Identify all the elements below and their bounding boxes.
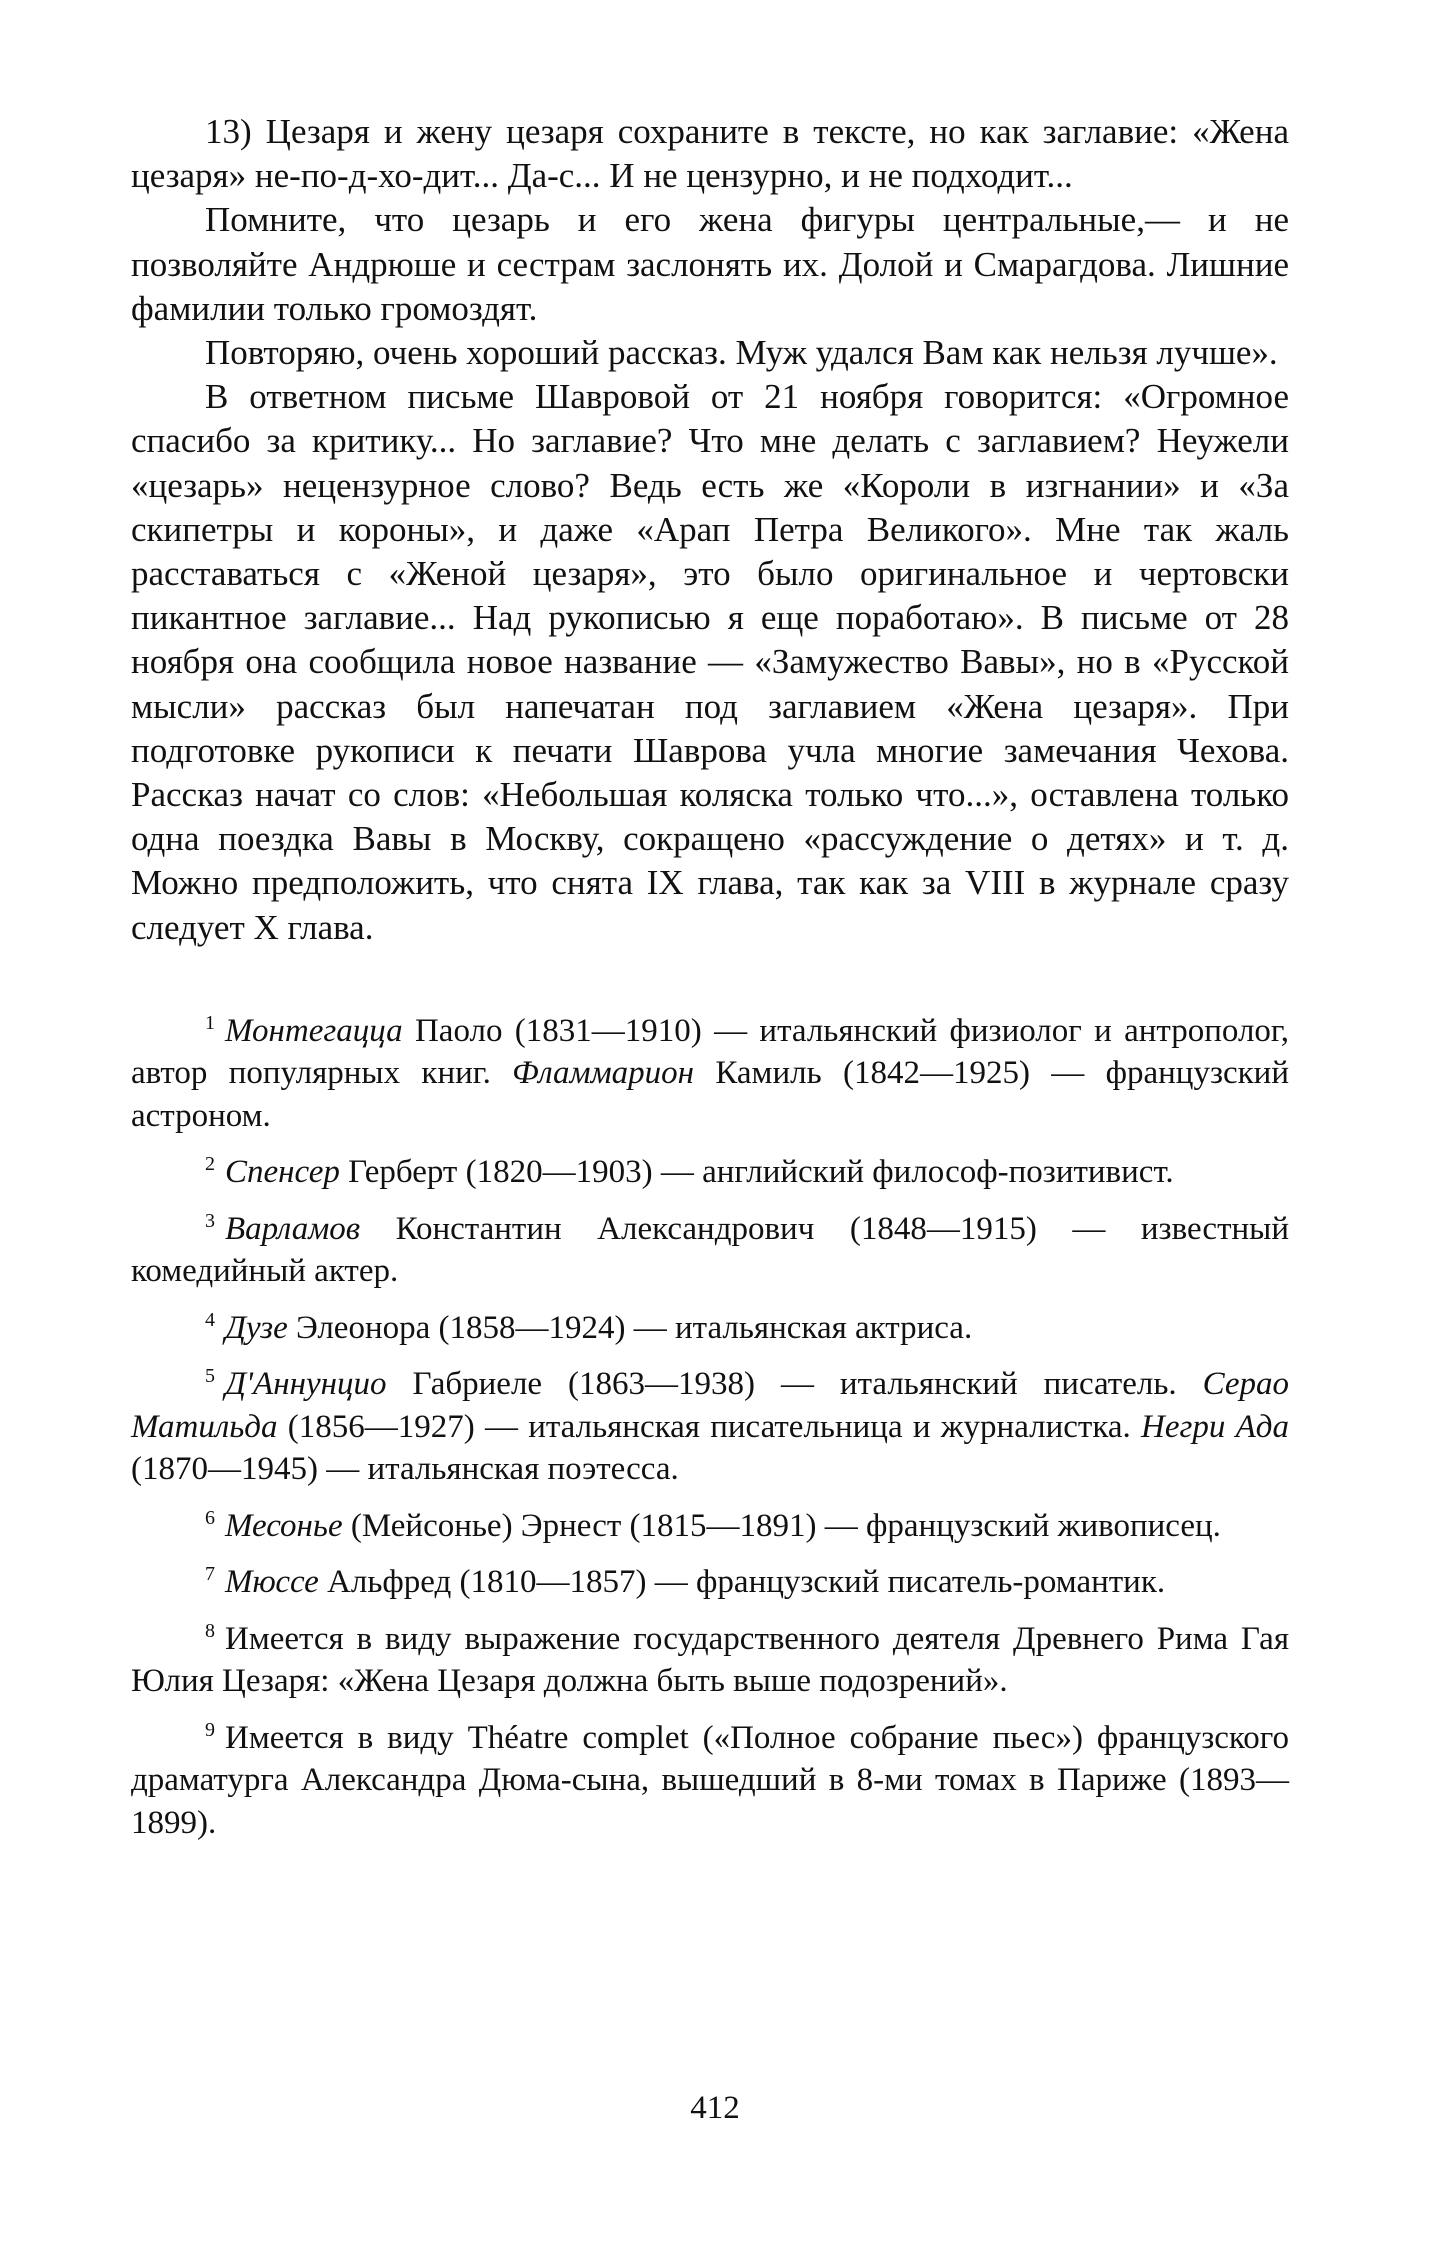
footnote [131,1553,1289,1604]
footnote-name: Д'Аннунцио [225,1366,387,1403]
footnote-number: 4 [205,1308,215,1331]
footnote-text: Габриеле (1863—1938) — итальянский писатель. [386,1366,1203,1403]
footnote [131,1355,1289,1491]
footnote [131,1299,1289,1350]
footnote-name: Серао Матильда [131,1366,1289,1445]
footnote-name: Мюссе [225,1564,319,1601]
footnote [131,1610,1289,1703]
footnote-name: Спенсер [225,1154,340,1191]
footnote-text: Камиль (1842—1925) — французский астроном. [131,1055,1289,1134]
footnote-text: Паоло (1831—1910) — итальянский физиолог и антрополог, автор популярных книг. [131,1012,1289,1092]
footnote [131,1709,1289,1845]
paragraph: Повторяю, очень хороший рассказ. Муж удался Вам как нельзя лучше». [205,333,1278,373]
footnote-text: (Мейсонье) Эрнест (1815—1891) — французский живописец. [342,1507,1221,1544]
page-number: 412 [690,2090,740,2126]
footnote-text: Имеется в виду Théatre complet («Полное собрание пьес») французского драматурга Александра Дюма-сына, вышедший в 8-ми томах в Париже (1893—1899). [131,1719,1289,1841]
paragraph: В ответном письме Шавровой от 21 ноября говорится: «Огромное спасибо за критику... Но заглавие? Что мне делать с заглавием? Неужели «цезарь» нецензурное слово? Ведь есть же «Короли в изгнании» и «За скипетры и короны», и даже «Арап Петра Великого». Мне так жаль расставаться с «Женой цезаря», это было оригинальное и чертовски пикантное заглавие... Над рукописью я еще поработаю». В письме от 28 ноября она сообщила новое название — «Замужество Вавы», но в «Русской мысли» рассказ был напечатан под заглавием «Жена цезаря». При подготовке рукописи к печати Шаврова учла многие замечания Чехова. Рассказ начат со слов: «Небольшая коляска только что...», оставлена только одна поездка Вавы в Москву, сокращено «рассуждение о детях» и т. д. Можно предположить, что снята IX глава, так как за VIII в журнале сразу следует X глава. [131,377,1289,947]
paragraph: Помните, что цезарь и его жена фигуры центральные,— и не позволяйте Андрюше и сестрам заслонять их. Долой и Смарагдова. Лишние фамилии только громоздят. [131,200,1289,328]
footnote-number: 9 [205,1718,215,1741]
footnote [131,1143,1289,1194]
paragraph: 13) Цезаря и жену цезаря сохраните в тексте, но как заглавие: «Жена цезаря» не-по-д-хо-дит... Да-с... И не цензурно, и не подходит... [131,112,1289,196]
footnote-text: Имеется в виду выражение государственного деятеля Древнего Рима Гая Юлия Цезаря: «Жена Цезаря должна быть выше подозрений». [131,1620,1289,1700]
footnote-text: Альфред (1810—1857) — французский писатель-романтик. [318,1564,1166,1601]
footnote-text: Элеонора (1858—1924) — итальянская актриса. [287,1309,973,1346]
footnote-text: (1870—1945) — итальянская поэтесса. [131,1451,679,1488]
footnote [131,1200,1289,1293]
footnote-name: Дузе [225,1309,288,1346]
footnote-name: Монтегацца [225,1012,403,1049]
footnote-number: 6 [205,1506,215,1529]
footnote-number: 2 [205,1153,215,1176]
footnote-number: 3 [205,1209,215,1232]
footnote-name: Фламмарион [512,1055,694,1092]
footnote-number: 8 [205,1619,215,1642]
footnotes [131,1002,1289,1845]
footnote-name: Варламов [225,1210,361,1247]
footnote-text: Герберт (1820—1903) — английский философ-позитивист. [339,1154,1174,1191]
footnote-name: Негри Ада [1141,1408,1289,1445]
footnote-number: 5 [205,1365,215,1388]
footnote-name: Месонье [225,1507,343,1544]
footnote-text: Константин Александрович (1848—1915) — известный комедийный актер. [131,1210,1289,1290]
footnote-number: 7 [205,1563,215,1586]
main-text [131,110,1289,950]
page [131,110,1289,1850]
footnote [131,1497,1289,1548]
footnote-text: (1856—1927) — итальянская писательница и журналистка. [277,1408,1142,1445]
footnote-number: 1 [205,1011,215,1034]
footnote [131,1002,1289,1138]
